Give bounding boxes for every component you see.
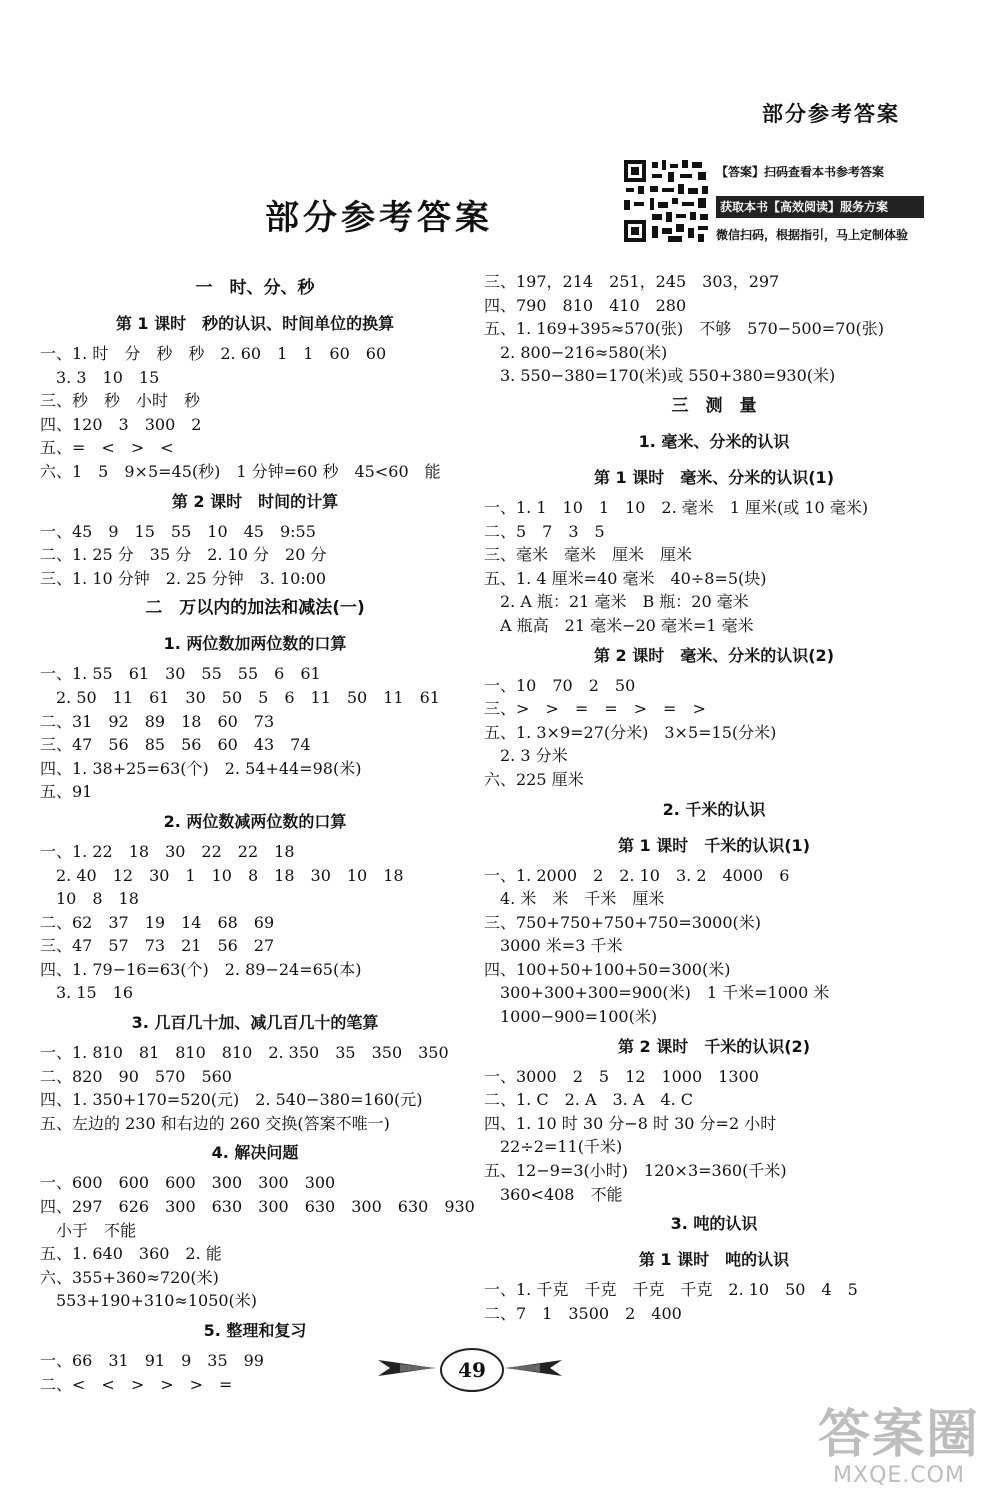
answer-line: 五、1. 169+395≈570(张) 不够 570−500=70(张) — [484, 319, 885, 339]
answer-line: 二、1. C 2. A 3. A 4. C — [484, 1090, 694, 1110]
answer-line: 三、1. 10 分钟 2. 25 分钟 3. 10:00 — [40, 568, 327, 588]
answer-line: 三、197，214 251，245 303，297 — [484, 272, 780, 291]
answer-line: 二、< < > > > = — [40, 1374, 233, 1394]
section-heading: 一 时、分、秒 — [195, 278, 315, 298]
answer-line: 3. 15 16 — [40, 983, 134, 1003]
watermark-logo — [818, 1407, 980, 1488]
page-title: 部分参考答案 — [265, 198, 493, 238]
answer-line: 四、1. 79−16=63(个) 2. 89−24=65(本) — [40, 959, 362, 979]
lesson-heading: 第 1 课时 秒的认识、时间单位的换算 — [115, 314, 395, 333]
lesson-heading: 第 1 课时 千米的认识(1) — [617, 835, 811, 855]
answer-line: 小于 不能 — [40, 1220, 137, 1240]
lesson-heading: 4. 解决问题 — [211, 1143, 299, 1163]
answer-line: 五、1. 3×9=27(分米) 3×5=15(分米) — [484, 722, 777, 742]
lesson-heading: 5. 整理和复习 — [203, 1321, 307, 1340]
answer-line: 一、10 70 2 50 — [484, 675, 636, 695]
lesson-heading: 第 1 课时 毫米、分米的认识(1) — [593, 467, 835, 487]
answer-line: 四、1. 350+170=520(元) 2. 540−380=160(元) — [40, 1090, 423, 1110]
answer-line: 四、100+50+100+50=300(米) — [484, 959, 731, 979]
lesson-heading: 3. 吨的认识 — [670, 1214, 758, 1234]
answer-line: 一、1. 2000 2 2. 10 3. 2 4000 6 — [484, 865, 790, 885]
answer-line: 360<408 不能 — [484, 1184, 623, 1204]
answer-line: 一、45 9 15 55 10 45 9:55 — [40, 521, 316, 541]
answer-line: 三、47 57 73 21 56 27 — [40, 936, 275, 956]
answer-line: 二、820 90 570 560 — [40, 1066, 232, 1086]
answer-line: 六、1 5 9×5=45(秒) 1 分钟=60 秒 45<60 能 — [40, 461, 441, 481]
lesson-heading: 第 2 课时 毫米、分米的认识(2) — [593, 645, 835, 665]
answer-line: 五、91 — [40, 782, 93, 802]
answer-line: 2. 50 11 61 30 50 5 6 11 50 11 61 — [40, 687, 440, 707]
answer-line: 三、秒 秒 小时 秒 — [40, 391, 201, 411]
answer-line: 2. 40 12 30 1 10 8 18 30 10 18 — [40, 865, 404, 885]
answer-line: 10 8 18 — [40, 889, 139, 909]
answer-line: 二、7 1 3500 2 400 — [484, 1303, 682, 1323]
answer-line: 3. 3 10 15 — [40, 367, 160, 387]
answer-line: 二、1. 25 分 35 分 2. 10 分 20 分 — [40, 545, 327, 565]
answer-line: 四、1. 10 时 30 分−8 时 30 分=2 小时 — [484, 1113, 777, 1133]
lesson-heading: 2. 千米的认识 — [662, 799, 766, 819]
lesson-heading: 1. 两位数加两位数的口算 — [163, 634, 347, 654]
answer-column-right — [484, 270, 944, 1325]
answer-line: 一、66 31 91 9 35 99 — [40, 1351, 264, 1370]
lesson-heading: 1. 毫米、分米的认识 — [638, 431, 790, 451]
answer-line: 一、600 600 600 300 300 300 — [40, 1173, 336, 1193]
section-heading: 二 万以内的加法和减法(一) — [145, 598, 365, 619]
watermark-text: 答案圈 — [817, 1405, 980, 1465]
lesson-heading: 2. 两位数减两位数的口算 — [163, 811, 347, 831]
answer-line: 三、47 56 85 56 60 43 74 — [40, 735, 311, 755]
answer-line: 六、355+360≈720(米) — [40, 1267, 219, 1287]
lesson-heading: 第 2 课时 千米的认识(2) — [617, 1036, 811, 1056]
answer-line: 六、225 厘米 — [484, 769, 584, 789]
answer-line: 553+190+310≈1050(米) — [40, 1291, 258, 1311]
answer-line: 2. 800−216≈580(米) — [484, 342, 668, 362]
answer-line: 五、左边的 230 和右边的 260 交换(答案不唯一) — [40, 1113, 390, 1133]
qr-caption-answers: 【答案】扫码查看本书参考答案 — [716, 165, 885, 179]
watermark-url: MXQE.COM — [833, 1463, 965, 1488]
answer-line: 三、毫米 毫米 厘米 厘米 — [484, 545, 693, 565]
answer-line: 一、1. 1 10 1 10 2. 毫米 1 厘米(或 10 毫米) — [484, 497, 869, 517]
answer-line: 3. 550−380=170(米)或 550+380=930(米) — [484, 366, 836, 386]
lesson-heading: 3. 几百几十加、减几百几十的笔算 — [131, 1013, 379, 1033]
answer-line: 三、> > = = > = > — [484, 699, 706, 719]
answer-line: 一、1. 时 分 秒 秒 2. 60 1 1 60 60 — [40, 344, 387, 363]
answer-line: 二、5 7 3 5 — [484, 521, 605, 541]
answer-line: 300+300+300=900(米) 1 千米=1000 米 — [484, 983, 830, 1003]
answer-line: 五、= < > < — [40, 438, 174, 458]
answer-line: 五、1. 4 厘米=40 毫米 40÷8=5(块) — [484, 568, 767, 588]
qr-code-icon[interactable] — [622, 158, 710, 244]
answer-line: 一、1. 千克 千克 千克 千克 2. 10 50 4 5 — [484, 1280, 858, 1300]
answer-line: 三、750+750+750+750=3000(米) — [484, 912, 761, 932]
answer-line: A 瓶高 21 毫米−20 毫米=1 毫米 — [484, 615, 754, 635]
answer-line: 3000 米=3 千米 — [484, 936, 623, 956]
qr-caption-service-banner: 获取本书【高效阅读】服务方案 — [716, 196, 924, 218]
answer-line: 一、1. 22 18 30 22 22 18 — [40, 841, 295, 861]
answer-line: 一、1. 810 81 810 810 2. 350 35 350 350 — [40, 1043, 449, 1063]
page-number: 49 — [440, 1348, 504, 1392]
answer-column-left — [40, 270, 475, 1396]
running-title: 部分参考答案 — [762, 102, 900, 126]
qr-caption-wechat: 微信扫码，根据指引，马上定制体验 — [716, 228, 909, 242]
lesson-heading: 第 2 课时 时间的计算 — [171, 491, 339, 511]
answer-line: 五、12−9=3(小时) 120×3=360(千米) — [484, 1161, 787, 1181]
answer-line: 二、62 37 19 14 68 69 — [40, 912, 275, 932]
answer-line: 2. 3 分米 — [484, 746, 568, 766]
qr-code-graphic — [622, 158, 710, 244]
answer-line: 一、1. 55 61 30 55 55 6 61 — [40, 664, 321, 684]
answer-line: 4. 米 米 千米 厘米 — [484, 889, 665, 909]
answer-line: 22÷2=11(千米) — [484, 1137, 623, 1157]
answer-line: 五、1. 640 360 2. 能 — [40, 1244, 222, 1264]
answer-line: 二、31 92 89 18 60 73 — [40, 711, 275, 731]
answer-line: 一、3000 2 5 12 1000 1300 — [484, 1066, 759, 1086]
answer-line: 1000−900=100(米) — [484, 1007, 658, 1027]
answer-line: 四、120 3 300 2 — [40, 414, 202, 434]
answer-line: 四、790 810 410 280 — [484, 295, 687, 315]
answer-line: 四、1. 38+25=63(个) 2. 54+44=98(米) — [40, 758, 362, 778]
lesson-heading: 第 1 课时 吨的认识 — [638, 1250, 790, 1270]
section-heading: 三 测 量 — [671, 395, 757, 416]
answer-line: 2. A 瓶：21 毫米 B 瓶：20 毫米 — [484, 592, 749, 612]
answer-line: 四、297 626 300 630 300 630 300 630 930 — [40, 1197, 475, 1217]
